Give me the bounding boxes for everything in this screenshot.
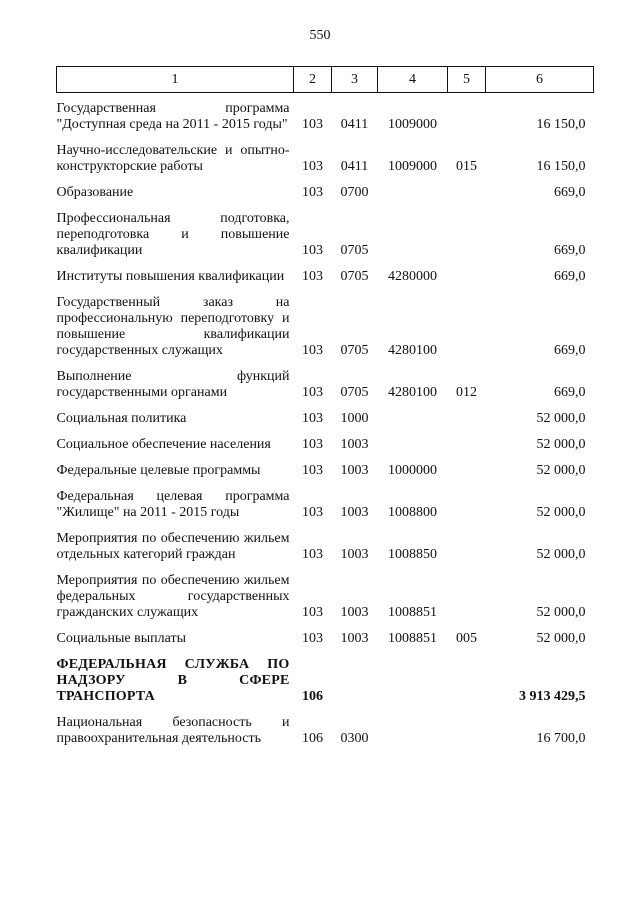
row-code-ministry: 103 xyxy=(302,385,323,400)
row-code-ministry: 103 xyxy=(302,437,323,452)
header-cell-3: 3 xyxy=(332,67,378,93)
row-target-article: 1008851 xyxy=(388,631,437,646)
header-row xyxy=(57,67,594,93)
row-section: 0300 xyxy=(340,731,369,746)
row-code-ministry: 103 xyxy=(302,505,323,520)
row-expense-type xyxy=(448,705,486,747)
row-target-article: 1009000 xyxy=(388,159,437,174)
header-cell-1: 1 xyxy=(57,67,294,93)
row-target-article xyxy=(378,401,448,427)
row-expense-type xyxy=(448,201,486,259)
row-name: Мероприятия по обеспечению жильем отдельных категорий граждан xyxy=(56,531,290,562)
row-code-ministry: 106 xyxy=(302,689,323,704)
table-row xyxy=(57,647,594,705)
row-expense-type: 015 xyxy=(456,159,477,174)
table-row xyxy=(57,453,594,479)
table-body xyxy=(57,93,594,748)
row-section: 0411 xyxy=(340,117,369,132)
row-expense-type xyxy=(448,521,486,563)
row-name: Федеральные целевые программы xyxy=(56,463,261,478)
row-amount: 52 000,0 xyxy=(536,631,586,646)
row-expense-type xyxy=(448,453,486,479)
row-target-article xyxy=(378,427,448,453)
row-target-article xyxy=(378,201,448,259)
header-cell-4: 4 xyxy=(378,67,448,93)
row-code-ministry: 103 xyxy=(302,411,323,426)
row-name: Государственный заказ на профессиональную переподготовку и повышение квалификации государственных служащих xyxy=(56,295,290,358)
row-section: 1003 xyxy=(340,463,369,478)
header-cell-2: 2 xyxy=(294,67,332,93)
row-expense-type xyxy=(448,479,486,521)
row-name: Образование xyxy=(56,185,134,200)
row-name: Профессиональная подготовка, переподготовка и повышение квалификации xyxy=(56,211,290,258)
page-number: 550 xyxy=(309,28,331,43)
row-expense-type xyxy=(448,175,486,201)
row-expense-type xyxy=(448,401,486,427)
row-amount: 52 000,0 xyxy=(536,411,586,426)
row-amount: 16 150,0 xyxy=(536,159,586,174)
header-cell-6: 6 xyxy=(486,67,594,93)
row-target-article: 1008800 xyxy=(388,505,437,520)
table-row xyxy=(57,133,594,175)
row-section: 0705 xyxy=(340,269,369,284)
row-code-ministry: 103 xyxy=(302,343,323,358)
row-amount: 52 000,0 xyxy=(536,437,586,452)
row-code-ministry: 103 xyxy=(302,547,323,562)
row-section: 1003 xyxy=(340,605,369,620)
row-name: ФЕДЕРАЛЬНАЯ СЛУЖБА ПО НАДЗОРУ В СФЕРЕ ТРАНСПОРТА xyxy=(56,657,290,704)
row-amount: 669,0 xyxy=(554,243,586,258)
row-name: Социальное обеспечение населения xyxy=(56,437,271,452)
row-expense-type xyxy=(448,563,486,621)
row-code-ministry: 103 xyxy=(302,159,323,174)
table-row xyxy=(57,427,594,453)
row-section: 1003 xyxy=(340,437,369,452)
row-section: 1003 xyxy=(340,631,369,646)
table-row xyxy=(57,175,594,201)
table-row xyxy=(57,259,594,285)
table-row xyxy=(57,621,594,647)
row-name: Государственная программа "Доступная среда на 2011 - 2015 годы" xyxy=(56,101,290,132)
row-code-ministry: 106 xyxy=(302,731,323,746)
row-section: 0705 xyxy=(340,343,369,358)
row-name: Выполнение функций государственными органами xyxy=(56,369,290,400)
row-section: 0705 xyxy=(340,385,369,400)
table-row xyxy=(57,201,594,259)
row-expense-type xyxy=(448,647,486,705)
row-code-ministry: 103 xyxy=(302,631,323,646)
row-amount: 669,0 xyxy=(554,269,586,284)
table-row xyxy=(57,705,594,747)
row-amount: 669,0 xyxy=(554,343,586,358)
table-row xyxy=(57,285,594,359)
row-expense-type: 012 xyxy=(456,385,477,400)
row-amount: 52 000,0 xyxy=(536,605,586,620)
row-expense-type xyxy=(448,259,486,285)
row-expense-type xyxy=(448,427,486,453)
row-target-article xyxy=(378,175,448,201)
row-name: Научно-исследовательские и опытно-конструкторские работы xyxy=(56,143,290,174)
row-section: 0705 xyxy=(340,243,369,258)
table-row xyxy=(57,359,594,401)
table-row xyxy=(57,401,594,427)
table-row xyxy=(57,521,594,563)
row-expense-type xyxy=(448,285,486,359)
row-amount: 3 913 429,5 xyxy=(519,689,586,704)
row-section xyxy=(332,647,378,705)
table-row xyxy=(57,93,594,134)
row-amount: 669,0 xyxy=(554,185,586,200)
budget-table xyxy=(56,66,594,747)
row-section: 0411 xyxy=(340,159,369,174)
row-amount: 16 700,0 xyxy=(536,731,586,746)
row-expense-type xyxy=(448,93,486,134)
row-expense-type: 005 xyxy=(456,631,477,646)
row-amount: 52 000,0 xyxy=(536,505,586,520)
row-name: Социальные выплаты xyxy=(56,631,187,646)
table-row xyxy=(57,479,594,521)
row-section: 1000 xyxy=(340,411,369,426)
row-amount: 669,0 xyxy=(554,385,586,400)
row-amount: 16 150,0 xyxy=(536,117,586,132)
row-amount: 52 000,0 xyxy=(536,547,586,562)
row-name: Национальная безопасность и правоохранительная деятельность xyxy=(56,715,290,746)
row-code-ministry: 103 xyxy=(302,243,323,258)
row-target-article: 4280100 xyxy=(388,343,437,358)
row-amount: 52 000,0 xyxy=(536,463,586,478)
row-section: 1003 xyxy=(340,547,369,562)
table-row xyxy=(57,563,594,621)
row-code-ministry: 103 xyxy=(302,185,323,200)
row-target-article xyxy=(378,647,448,705)
row-name: Федеральная целевая программа "Жилище" на 2011 - 2015 годы xyxy=(56,489,290,520)
row-code-ministry: 103 xyxy=(302,463,323,478)
row-target-article: 4280000 xyxy=(388,269,437,284)
row-target-article xyxy=(378,705,448,747)
row-name: Социальная политика xyxy=(56,411,187,426)
row-code-ministry: 103 xyxy=(302,605,323,620)
row-name: Институты повышения квалификации xyxy=(56,269,285,284)
row-code-ministry: 103 xyxy=(302,269,323,284)
row-target-article: 1009000 xyxy=(388,117,437,132)
row-target-article: 1008851 xyxy=(388,605,437,620)
row-target-article: 1000000 xyxy=(388,463,437,478)
row-target-article: 1008850 xyxy=(388,547,437,562)
row-target-article: 4280100 xyxy=(388,385,437,400)
row-section: 0700 xyxy=(340,185,369,200)
row-section: 1003 xyxy=(340,505,369,520)
row-name: Мероприятия по обеспечению жильем федеральных государственных гражданских служащих xyxy=(56,573,290,620)
header-cell-5: 5 xyxy=(448,67,486,93)
row-code-ministry: 103 xyxy=(302,117,323,132)
